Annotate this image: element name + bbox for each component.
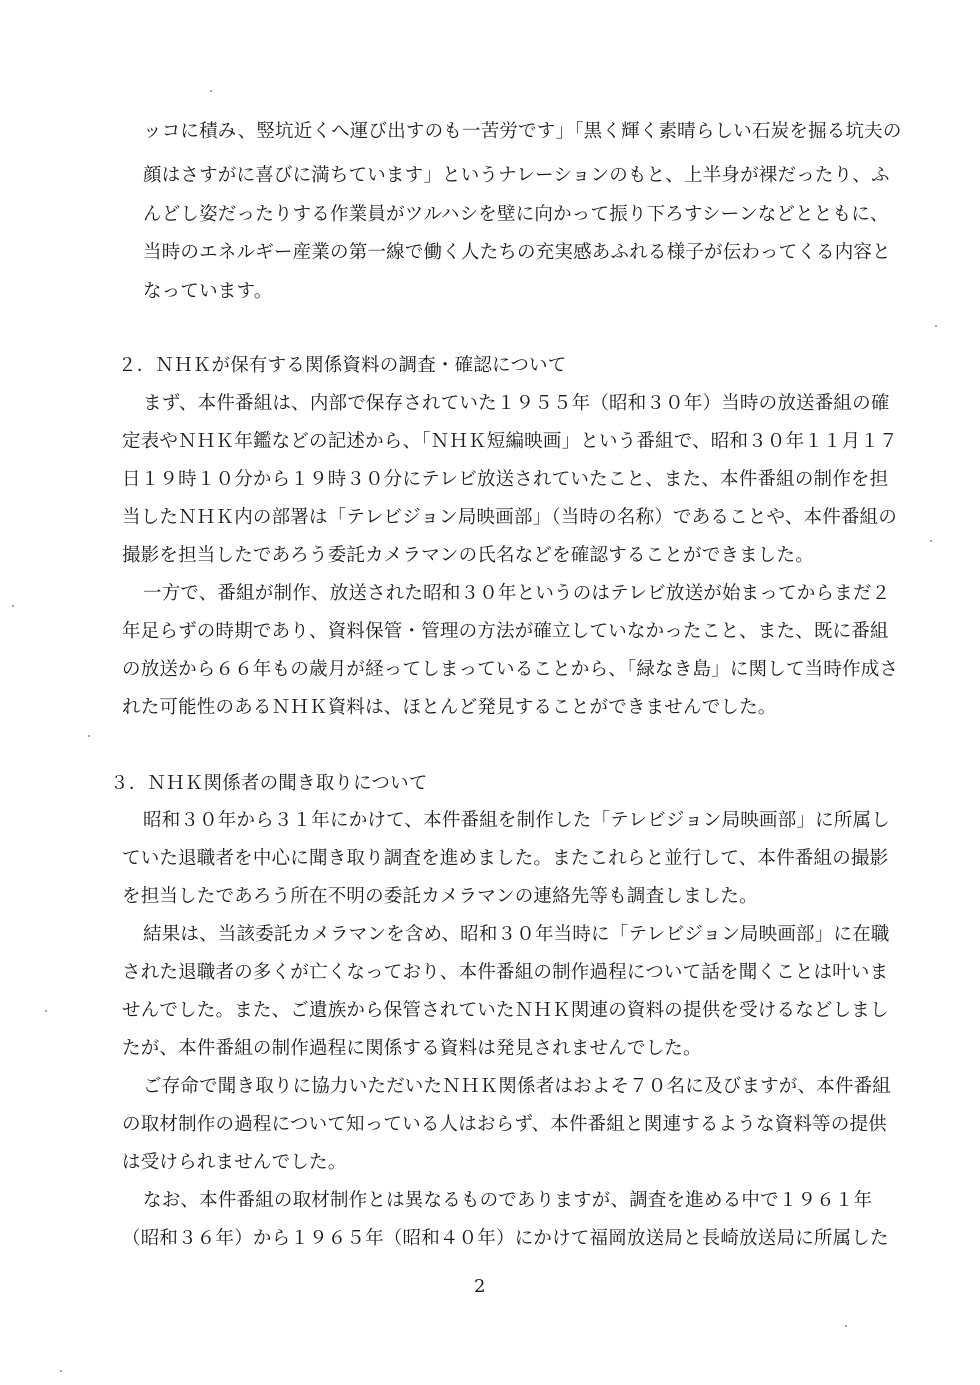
paragraph-line: の放送から６６年もの歳月が経ってしまっていることから、「緑なき島」に関して当時作成さ [122,659,899,680]
paragraph-line: （昭和３６年）から１９６５年（昭和４０年）にかけて福岡放送局と長崎放送局に所属した [122,1228,889,1249]
paragraph-line: 年足らずの時期であり、資料保管・管理の方法が確立していなかったこと、また、既に番組 [122,621,889,642]
paragraph-line: の取材制作の過程について知っている人はおらず、本件番組と関連するような資料等の提供 [122,1114,887,1135]
scan-speck [45,1010,47,1012]
paragraph-line: ご存命で聞き取りに協力いただいたＮＨＫ関係者はおよそ７０名に及びますが、本件番組 [143,1076,892,1097]
paragraph-line: たが、本件番組の制作過程に関係する資料は発見されませんでした。 [122,1038,702,1059]
paragraph-line: 当したＮＨＫ内の部署は「テレビジョン局映画部」（当時の名称）であることや、本件番組の [122,507,898,528]
paragraph-line: 当時のエネルギー産業の第一線で働く人たちの充実感あふれる様子が伝わってくる内容と [143,242,891,263]
paragraph-line: なっています。 [143,281,273,302]
scan-speck [845,1325,847,1327]
paragraph-line: んどし姿だったりする作業員がツルハシを壁に向かって振り下ろすシーンなどとともに、 [143,204,889,225]
paragraph-line: された退職者の多くが亡くなっており、本件番組の制作過程について話を聞くことは叶いま [122,962,889,983]
paragraph-line: ていた退職者を中心に聞き取り調査を進めました。またこれらと並行して、本件番組の撮影 [122,848,889,869]
paragraph-line: れた可能性のあるＮＨＫ資料は、ほとんど発見することができませんでした。 [122,697,777,718]
paragraph-line: 結果は、当該委託カメラマンを含め、昭和３０年当時に「テレビジョン局映画部」に在職 [143,924,890,945]
paragraph-line: を担当したであろう所在不明の委託カメラマンの連絡先等も調査しました。 [122,886,758,907]
paragraph-line: 顔はさすがに喜びに満ちています」というナレーションのもと、上半身が裸だったり、ふ [143,165,890,186]
paragraph-line: まず、本件番組は、内部で保存されていた１９５５年（昭和３０年）当時の放送番組の確 [143,393,890,414]
scan-speck [88,735,90,737]
paragraph-line: 昭和３０年から３１年にかけて、本件番組を制作した「テレビジョン局映画部」に所属し [143,810,890,831]
section-heading-3: ３．ＮＨＫ関係者の聞き取りについて [110,773,428,794]
scan-speck [12,605,14,607]
paragraph-line: 一方で、番組が制作、放送された昭和３０年というのはテレビ放送が始まってからまだ２ [143,583,891,604]
scan-speck [210,90,212,92]
paragraph-line: 撮影を担当したであろう委託カメラマンの氏名などを確認することができました。 [122,545,814,566]
paragraph-line: せんでした。また、ご遺族から保管されていたＮＨＫ関連の資料の提供を受けるなどしまし [122,1000,889,1021]
paragraph-line: なお、本件番組の取材制作とは異なるものでありますが、調査を進める中で１９６１年 [143,1190,873,1211]
paragraph-line: は受けられませんでした。 [122,1152,347,1173]
paragraph-line: 定表やＮＨＫ年鑑などの記述から、「ＮＨＫ短編映画」という番組で、昭和３０年１１月１７ [122,431,898,452]
paragraph-line: 日１９時１０分から１９時３０分にテレビ放送されていたこと、また、本件番組の制作を担 [122,469,889,490]
scan-speck [60,1370,62,1372]
section-heading-2: ２．ＮＨＫが保有する関係資料の調査・確認について [118,355,567,376]
page-number: 2 [474,1276,486,1297]
scan-speck [935,325,937,327]
paragraph-line: ッコに積み、竪坑近くへ運び出すのも一苦労です」「黒く輝く素晴らしい石炭を掘る坑夫の [143,121,902,142]
scan-speck [930,540,932,542]
